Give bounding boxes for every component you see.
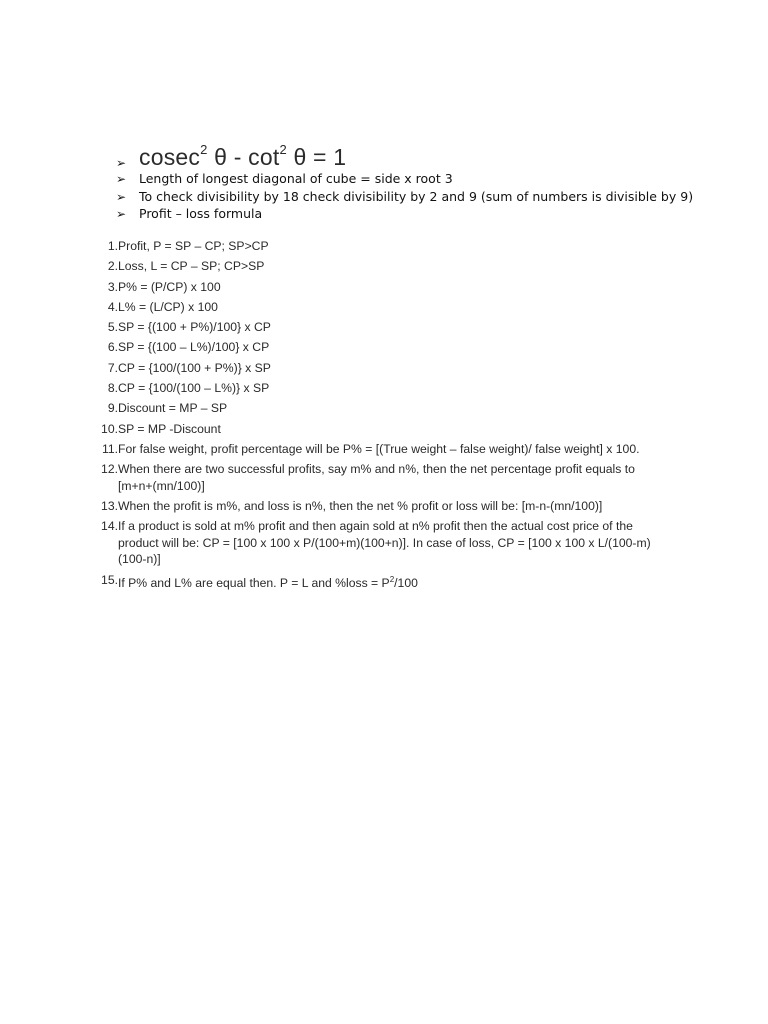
bullet-item: [116, 188, 736, 206]
arrow-bullet-icon: ➢: [116, 172, 127, 186]
list-item: [96, 238, 666, 255]
item-number: 15.: [101, 572, 118, 587]
list-item: [96, 461, 666, 494]
profit-loss-formula-list: [96, 238, 666, 595]
item-text: If P% and L% are equal then. P = L and %loss = $P^2/100$: [118, 574, 418, 590]
list-item: [96, 258, 666, 275]
item-text: Profit, P = SP – CP; SP>CP: [118, 239, 269, 253]
item-text: When the profit is m%, and loss is n%, then the net % profit or loss will be: [m-n-(mn/100)]: [118, 499, 603, 514]
bullet-list: [116, 138, 736, 223]
list-item: [96, 360, 666, 377]
item-text: CP = {100/(100 + P%)} x SP: [118, 360, 271, 375]
item-number: 3.: [107, 279, 118, 294]
item-number: 6.: [107, 340, 118, 355]
item-number: 10.: [101, 421, 118, 436]
item-number: 13.: [101, 499, 118, 514]
bullet-item: [116, 205, 736, 223]
arrow-bullet-icon: ➢: [116, 207, 127, 221]
list-item: [96, 441, 666, 458]
bullet-item-formula: [116, 138, 736, 170]
item-text: SP = MP -Discount: [118, 421, 221, 436]
item-text: L% = (L/CP) x 100: [118, 299, 218, 314]
item-text: SP = {(100 – L%)/100} x CP: [118, 340, 270, 355]
bullet-text: Profit – loss formula: [139, 206, 263, 221]
item-text: Discount = MP – SP: [118, 401, 228, 416]
list-item: [96, 400, 666, 417]
list-item: [96, 299, 666, 316]
arrow-bullet-icon: ➢: [116, 156, 127, 170]
list-item: [96, 339, 666, 356]
item-number: 2.: [107, 259, 118, 274]
item-number: 1.: [107, 239, 118, 253]
list-item: [96, 421, 666, 438]
list-item: [96, 572, 666, 592]
item-text: P% = (P/CP) x 100: [118, 279, 221, 294]
item-text: When there are two successful profits, say m% and n%, then the net percentage profit equals to [m+n+(mn/100)]: [118, 462, 635, 493]
bullet-text: To check divisibility by 18 check divisibility by 2 and 9 (sum of numbers is divisible by 9): [139, 188, 694, 204]
list-item: [96, 279, 666, 296]
item-text: CP = {100/(100 – L%)} x SP: [118, 381, 270, 396]
item-text: SP = {(100 + P%)/100} x CP: [118, 320, 271, 335]
list-item: [96, 380, 666, 397]
list-item: [96, 498, 666, 515]
item-number: 12.: [101, 462, 118, 477]
item-number: 7.: [107, 360, 118, 375]
item-text: For false weight, profit percentage will be P% = [(True weight – false weight)/ false weight] x 100.: [118, 441, 640, 456]
arrow-bullet-icon: ➢: [116, 189, 127, 204]
item-number: 8.: [107, 381, 118, 396]
item-number: 4.: [107, 299, 118, 314]
bullet-text: Length of longest diagonal of cube = side x root 3: [139, 171, 453, 186]
item-number: 9.: [107, 401, 118, 416]
item-number: 5.: [107, 320, 118, 335]
list-item: [96, 518, 666, 568]
trig-identity-formula: cosec$^2$ $\theta - \cot^2 \theta = 1$: [139, 142, 347, 170]
item-text: Loss, L = CP – SP; CP>SP: [118, 259, 265, 274]
list-item: [96, 319, 666, 336]
item-number: 14.: [101, 519, 118, 534]
item-number: 11.: [101, 441, 118, 456]
bullet-item: [116, 170, 736, 188]
item-text: If a product is sold at m% profit and then again sold at n% profit then the actual cost price of the product will be: CP = [100 x 100 x P/(100+m)(100+n)]. In case of loss, CP = [100 x 100 x L/(100-m)(100-n)]: [118, 519, 651, 567]
